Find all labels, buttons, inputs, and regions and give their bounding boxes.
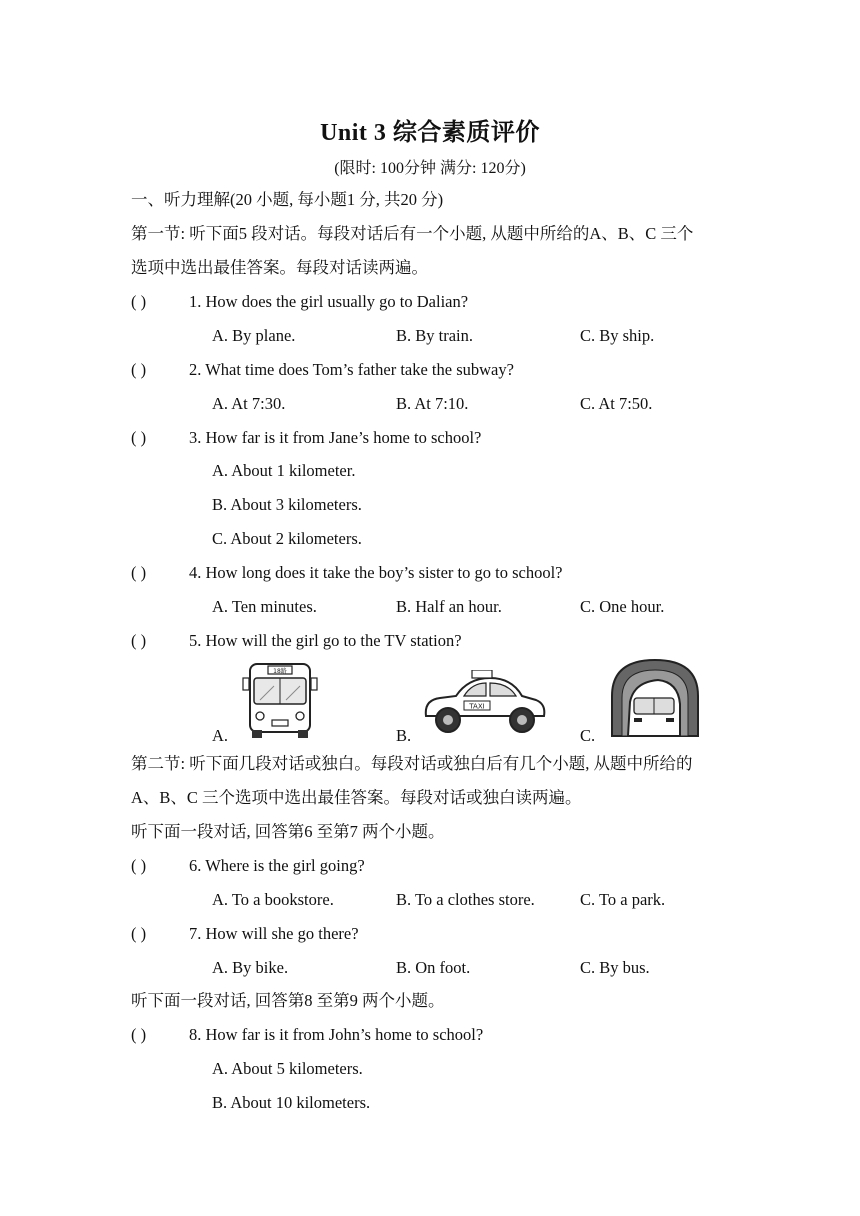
option-b: B. At 7:10. — [396, 394, 469, 413]
option-a: A. About 5 kilometers. — [212, 1059, 363, 1078]
question-6 — [131, 855, 365, 877]
option-a: A. By plane. — [212, 326, 296, 345]
option-b: B. To a clothes store. — [396, 890, 535, 909]
question-1 — [131, 291, 468, 313]
question-4 — [131, 562, 563, 584]
option-a: A. At 7:30. — [212, 394, 286, 413]
part1-instructions-cont: 选项中选出最佳答案。每段对话读两遍。 — [131, 258, 428, 277]
option-c: C. By ship. — [580, 326, 655, 345]
option-b: B. — [396, 726, 412, 745]
page-title: Unit 3 综合素质评价 — [320, 120, 540, 146]
question-stem: 7. How will she go there? — [189, 924, 359, 943]
question-2 — [131, 359, 514, 381]
option-b: B. About 3 kilometers. — [212, 495, 362, 514]
option-c: C. To a park. — [580, 890, 666, 909]
dialog-instruction-6-7: 听下面一段对话, 回答第6 至第7 两个小题。 — [131, 822, 445, 841]
answer-blank[interactable]: ( ) — [131, 563, 147, 582]
option-c: C. About 2 kilometers. — [212, 529, 362, 548]
answer-blank[interactable]: ( ) — [131, 856, 147, 875]
option-b: B. About 10 kilometers. — [212, 1093, 371, 1112]
option-b: B. On foot. — [396, 958, 471, 977]
question-stem: 5. How will the girl go to the TV station? — [189, 631, 462, 650]
dialog-instruction-8-9: 听下面一段对话, 回答第8 至第9 两个小题。 — [131, 991, 445, 1010]
answer-blank[interactable]: ( ) — [131, 631, 147, 650]
option-a: A. Ten minutes. — [212, 597, 317, 616]
subway-train-icon — [608, 656, 702, 738]
option-b: B. Half an hour. — [396, 597, 502, 616]
question-8 — [131, 1024, 483, 1046]
option-c: C. By bus. — [580, 958, 650, 977]
question-5 — [131, 630, 462, 652]
option-a: A. — [212, 726, 229, 745]
section-heading: 一、听力理解(20 小题, 每小题1 分, 共20 分) — [131, 190, 444, 209]
answer-blank[interactable]: ( ) — [131, 924, 147, 943]
answer-blank[interactable]: ( ) — [131, 360, 147, 379]
option-a: A. About 1 kilometer. — [212, 461, 356, 480]
bus-route-sign: 18路 — [273, 668, 287, 675]
question-3 — [131, 427, 481, 449]
option-c: C. At 7:50. — [580, 394, 653, 413]
part1-instructions: 第一节: 听下面5 段对话。每段对话后有一个小题, 从题中所给的A、B、C 三个 — [131, 224, 694, 243]
option-c: C. — [580, 726, 596, 745]
answer-blank[interactable]: ( ) — [131, 1025, 147, 1044]
taxi-icon — [420, 670, 550, 736]
question-stem: 1. How does the girl usually go to Dalian? — [189, 292, 469, 311]
option-c: C. One hour. — [580, 597, 665, 616]
question-stem: 3. How far is it from Jane’s home to school? — [189, 428, 482, 447]
option-b: B. By train. — [396, 326, 473, 345]
option-a: A. To a bookstore. — [212, 890, 334, 909]
part2-instructions-cont: A、B、C 三个选项中选出最佳答案。每段对话或独白读两遍。 — [131, 788, 582, 807]
question-stem: 6. Where is the girl going? — [189, 856, 365, 875]
option-a: A. By bike. — [212, 958, 289, 977]
question-stem: 4. How long does it take the boy’s sister to go to school? — [189, 563, 563, 582]
answer-blank[interactable]: ( ) — [131, 428, 147, 447]
question-7 — [131, 923, 359, 945]
bus-icon — [240, 660, 320, 740]
part2-instructions: 第二节: 听下面几段对话或独白。每段对话或独白后有几个小题, 从题中所给的 — [131, 754, 693, 773]
answer-blank[interactable]: ( ) — [131, 292, 147, 311]
taxi-sign: TAXI — [469, 702, 485, 711]
time-score-info: (限时: 100分钟 满分: 120分) — [334, 160, 526, 177]
question-stem: 8. How far is it from John’s home to school? — [189, 1025, 484, 1044]
question-stem: 2. What time does Tom’s father take the subway? — [189, 360, 514, 379]
